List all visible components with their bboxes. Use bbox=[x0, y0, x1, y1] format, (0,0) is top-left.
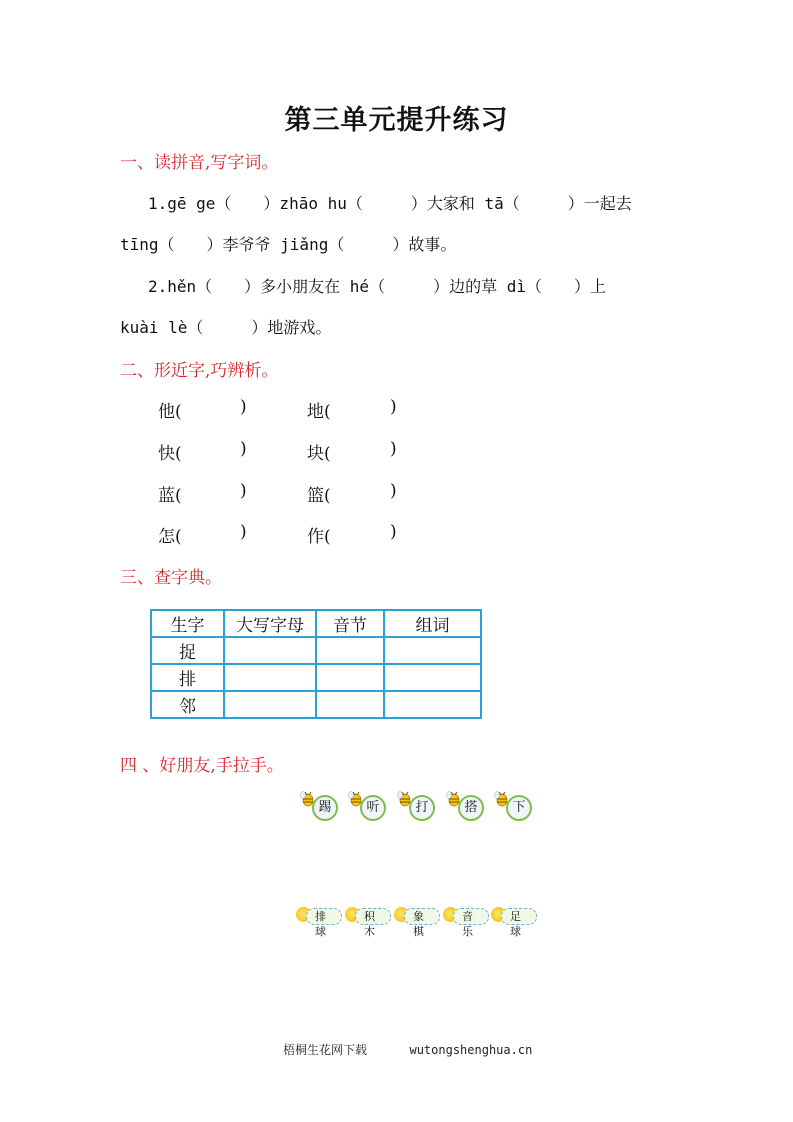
noun-pill-3[interactable] bbox=[394, 906, 440, 938]
verb-label: 听 bbox=[360, 795, 386, 821]
verb-label: 搭 bbox=[458, 795, 484, 821]
table-cell-char: 排 bbox=[151, 664, 224, 691]
table-row bbox=[151, 637, 481, 664]
noun-pill-4[interactable] bbox=[443, 906, 489, 938]
noun-label: 足球 bbox=[501, 908, 537, 925]
pair-right-close-1: ) bbox=[390, 397, 397, 417]
verb-label: 踢 bbox=[312, 795, 338, 821]
noun-label: 积木 bbox=[355, 908, 391, 925]
verb-bubble-5[interactable] bbox=[494, 789, 534, 819]
table-cell-answer[interactable] bbox=[384, 637, 481, 664]
section-heading-3: 三、查字典。 bbox=[120, 568, 222, 588]
pair-left-close-3: ) bbox=[240, 481, 247, 501]
footer bbox=[283, 1041, 532, 1058]
table-cell-answer[interactable] bbox=[224, 691, 316, 718]
table-cell-char: 邻 bbox=[151, 691, 224, 718]
pair-right-1: 地( bbox=[307, 402, 331, 422]
table-header-row bbox=[151, 610, 481, 637]
table-cell-answer[interactable] bbox=[384, 691, 481, 718]
page-title: 第三单元提升练习 bbox=[284, 105, 509, 136]
pair-left-4: 怎( bbox=[158, 527, 182, 547]
table-header-cell: 音节 bbox=[316, 610, 384, 637]
section-heading-4: 四 、好朋友,手拉手。 bbox=[120, 756, 284, 776]
pair-right-3: 篮( bbox=[307, 486, 331, 506]
pair-left-1: 他( bbox=[158, 402, 182, 422]
table-header-cell: 组词 bbox=[384, 610, 481, 637]
pinyin-line-2: tīng（ ）李爷爷 jiǎng（ ）故事。 bbox=[120, 235, 457, 254]
noun-pill-2[interactable] bbox=[345, 906, 391, 938]
footer-url[interactable]: wutongshenghua.cn bbox=[409, 1043, 533, 1057]
table-cell-answer[interactable] bbox=[316, 664, 384, 691]
footer-source: 梧桐生花网下载 bbox=[283, 1043, 368, 1057]
pinyin-line-3: 2.hěn（ ）多小朋友在 hé（ ）边的草 dì（ ）上 bbox=[148, 277, 606, 296]
noun-label: 音乐 bbox=[453, 908, 489, 925]
section-heading-1: 一、读拼音,写字词。 bbox=[120, 153, 279, 173]
table-cell-answer[interactable] bbox=[316, 691, 384, 718]
table-row bbox=[151, 691, 481, 718]
verb-bubble-1[interactable] bbox=[300, 789, 340, 819]
noun-pill-1[interactable] bbox=[296, 906, 342, 938]
pair-left-close-2: ) bbox=[240, 439, 247, 459]
table-cell-char: 捉 bbox=[151, 637, 224, 664]
pair-left-close-1: ) bbox=[240, 397, 247, 417]
pair-right-close-4: ) bbox=[390, 522, 397, 542]
table-row bbox=[151, 664, 481, 691]
table-cell-answer[interactable] bbox=[224, 637, 316, 664]
pair-right-2: 块( bbox=[307, 444, 331, 464]
section-heading-2: 二、形近字,巧辨析。 bbox=[120, 361, 279, 381]
pinyin-line-1: 1.gē ge（ ）zhāo hu（ ）大家和 tā（ ）一起去 bbox=[148, 194, 632, 213]
verb-bubble-3[interactable] bbox=[397, 789, 437, 819]
verb-bubble-2[interactable] bbox=[348, 789, 388, 819]
verb-bubble-4[interactable] bbox=[446, 789, 486, 819]
pair-left-3: 蓝( bbox=[158, 486, 182, 506]
noun-label: 排球 bbox=[306, 908, 342, 925]
verb-label: 下 bbox=[506, 795, 532, 821]
pair-right-4: 作( bbox=[307, 527, 331, 547]
table-header-cell: 大写字母 bbox=[224, 610, 316, 637]
table-cell-answer[interactable] bbox=[316, 637, 384, 664]
pair-right-close-3: ) bbox=[390, 481, 397, 501]
pair-right-close-2: ) bbox=[390, 439, 397, 459]
noun-label: 象棋 bbox=[404, 908, 440, 925]
table-cell-answer[interactable] bbox=[224, 664, 316, 691]
table-header-cell: 生字 bbox=[151, 610, 224, 637]
dictionary-table bbox=[150, 609, 482, 719]
noun-pill-5[interactable] bbox=[491, 906, 537, 938]
verb-label: 打 bbox=[409, 795, 435, 821]
table-cell-answer[interactable] bbox=[384, 664, 481, 691]
pair-left-close-4: ) bbox=[240, 522, 247, 542]
pinyin-line-4: kuài lè（ ）地游戏。 bbox=[120, 318, 332, 337]
pair-left-2: 快( bbox=[158, 444, 182, 464]
